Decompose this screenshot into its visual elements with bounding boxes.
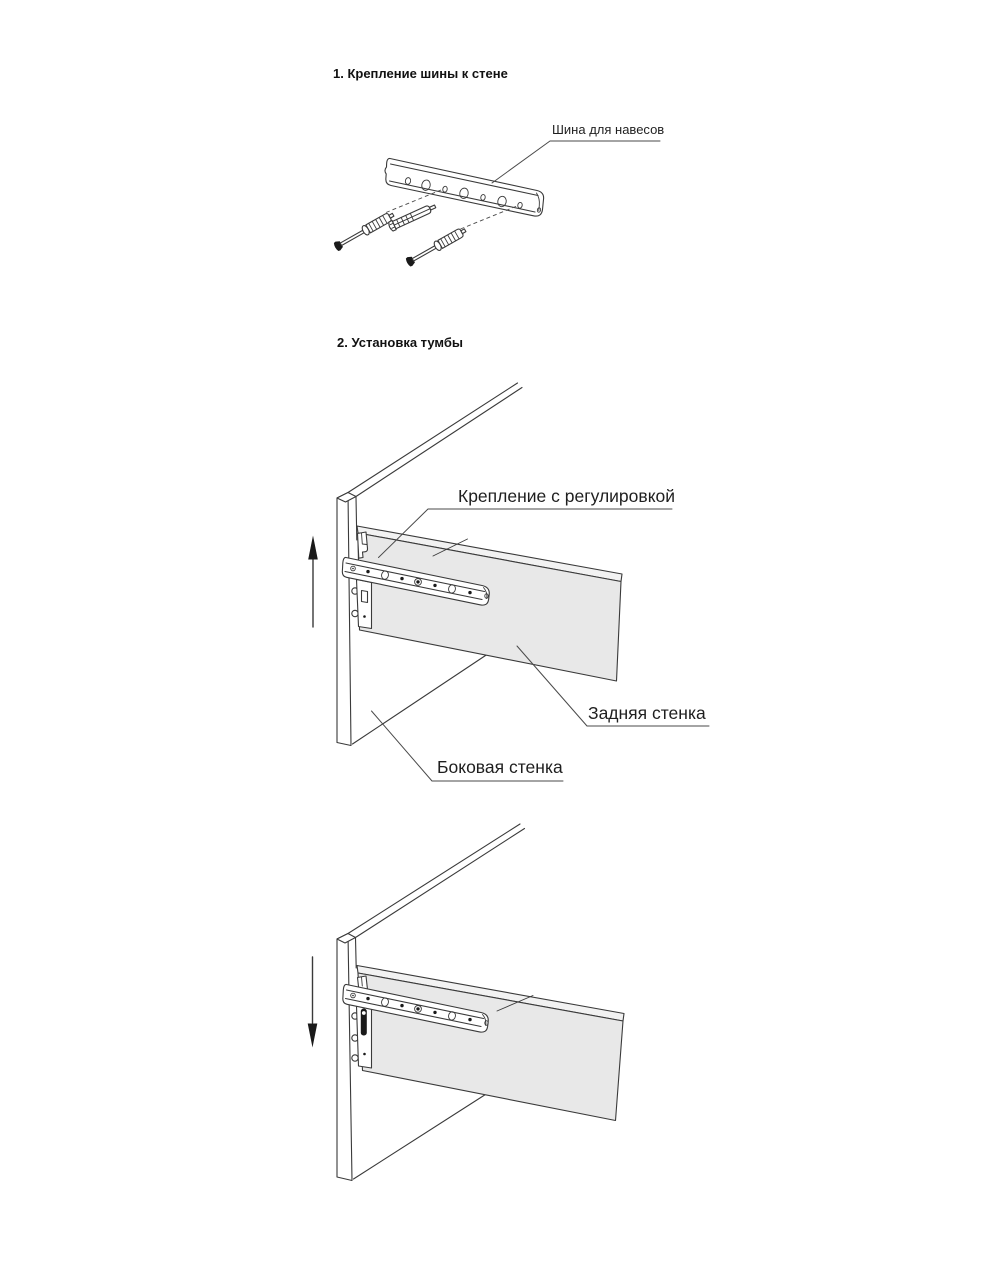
back-wall-panel <box>357 526 622 681</box>
screw-with-dowel-left <box>333 210 396 252</box>
alignment-dashed-line <box>461 206 518 229</box>
rail-label: Шина для навесов <box>552 122 665 137</box>
side-wall-label: Боковая стенка <box>437 757 563 777</box>
dowel-middle <box>388 202 438 232</box>
step2-heading: 2. Установка тумбы <box>337 335 464 350</box>
rail-label-leader <box>492 141 660 183</box>
move-down-arrow-icon <box>308 957 318 1048</box>
move-up-arrow-icon <box>308 536 318 628</box>
cabinet-lower-illustration <box>290 815 730 1215</box>
screw-with-dowel-right <box>405 226 468 268</box>
back-wall-panel <box>357 966 624 1121</box>
mounting-rail <box>385 158 544 216</box>
back-wall-label: Задняя стенка <box>588 703 706 723</box>
bracket-label: Крепление с регулировкой <box>458 486 676 506</box>
cabinet-raise-illustration <box>290 375 730 790</box>
step1-heading: 1. Крепление шины к стене <box>333 66 508 81</box>
